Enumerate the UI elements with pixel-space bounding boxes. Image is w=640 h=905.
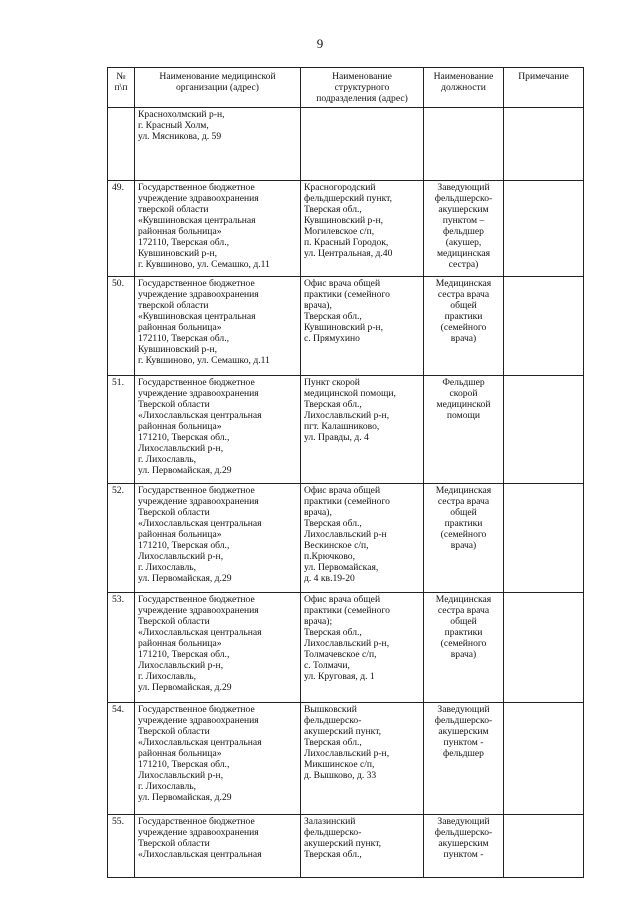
row-dept: Красногородский фельдшерский пункт, Тверская обл., Кувшиновский р-н, Могилевское с/п, п. Красный Городок, ул. Центральная, д.40 xyxy=(301,181,424,277)
header-position: Наименование должности xyxy=(424,68,504,108)
row-dept: Офис врача общей практики (семейного врача), Тверская обл., Лихославльский р-н Вескинское с/п, п.Крючково, ул. Первомайская, д. 4 кв.19-20 xyxy=(301,484,424,593)
row-position xyxy=(424,108,504,181)
row-position: Фельдшер скорой медицинской помощи xyxy=(424,376,504,484)
row-num xyxy=(108,108,135,181)
header-note: Примечание xyxy=(504,68,584,108)
row-dept: Пункт скорой медицинской помощи, Тверская обл., Лихославльский р-н, пгт. Калашниково, ул. Правды, д. 4 xyxy=(301,376,424,484)
table-row xyxy=(108,108,584,181)
table-row xyxy=(108,593,584,703)
row-note xyxy=(504,703,584,815)
table-row xyxy=(108,376,584,484)
header-org: Наименование медицинской организации (адрес) xyxy=(135,68,301,108)
row-org: Государственное бюджетное учреждение здравоохранения Тверской области «Лихославльская центральная районная больница» 171210, Тверская обл., Лихославльский р-н, г. Лихославль, ул. Первомайская, д.29 xyxy=(135,703,301,815)
row-note xyxy=(504,277,584,376)
row-position: Заведующий фельдшерско- акушерским пунктом - xyxy=(424,815,504,878)
row-dept: Офис врача общей практики (семейного врача); Тверская обл., Лихославльский р-н, Толмачевское с/п, с. Толмачи, ул. Круговая, д. 1 xyxy=(301,593,424,703)
row-org: Государственное бюджетное учреждение здравоохранения Тверской области «Лихославльская центральная районная больница» 171210, Тверская обл., Лихославльский р-н, г. Лихославль, ул. Первомайская, д.29 xyxy=(135,593,301,703)
header-dept: Наименование структурного подразделения (адрес) xyxy=(301,68,424,108)
row-num: 52. xyxy=(108,484,135,593)
row-dept xyxy=(301,108,424,181)
table-row xyxy=(108,277,584,376)
row-note xyxy=(504,484,584,593)
row-org: Государственное бюджетное учреждение здравоохранения Тверской области «Лихославльская центральная районная больница» 171210, Тверская обл., Лихославльский р-н, г. Лихославль, ул. Первомайская, д.29 xyxy=(135,376,301,484)
row-num: 53. xyxy=(108,593,135,703)
row-org: Государственное бюджетное учреждение здравоохранения тверской области «Кувшиновская центральная районная больница» 172110, Тверская обл., Кувшиновский р-н, г. Кувшиново, ул. Семашко, д.11 xyxy=(135,181,301,277)
row-note xyxy=(504,593,584,703)
row-num: 51. xyxy=(108,376,135,484)
row-dept: Залазинский фельдшерско- акушерский пункт, Тверская обл., xyxy=(301,815,424,878)
row-dept: Офис врача общей практики (семейного врача), Тверская обл., Кувшиновский р-н, с. Прямухино xyxy=(301,277,424,376)
table-row xyxy=(108,815,584,878)
row-note xyxy=(504,815,584,878)
header-num: № п\п xyxy=(108,68,135,108)
row-position: Заведующий фельдшерско- акушерским пунктом - фельдшер xyxy=(424,703,504,815)
row-position: Медицинская сестра врача общей практики (семейного врача) xyxy=(424,593,504,703)
row-note xyxy=(504,181,584,277)
row-org: Краснохолмский р-н, г. Красный Холм, ул. Мясникова, д. 59 xyxy=(135,108,301,181)
row-org: Государственное бюджетное учреждение здравоохранения тверской области «Кувшиновская центральная районная больница» 172110, Тверская обл., Кувшиновский р-н, г. Кувшиново, ул. Семашко, д.11 xyxy=(135,277,301,376)
row-position: Медицинская сестра врача общей практики (семейного врача) xyxy=(424,277,504,376)
medical-organizations-table xyxy=(107,67,584,878)
page-number: 9 xyxy=(316,36,324,51)
row-position: Медицинская сестра врача общей практики (семейного врача) xyxy=(424,484,504,593)
table-row xyxy=(108,484,584,593)
table-row xyxy=(108,703,584,815)
row-position: Заведующий фельдшерско- акушерским пунктом – фельдшер (акушер, медицинская сестра) xyxy=(424,181,504,277)
row-num: 49. xyxy=(108,181,135,277)
row-num: 54. xyxy=(108,703,135,815)
row-note xyxy=(504,376,584,484)
row-num: 55. xyxy=(108,815,135,878)
row-num: 50. xyxy=(108,277,135,376)
row-org: Государственное бюджетное учреждение здравоохранения Тверской области «Лихославльская центральная xyxy=(135,815,301,878)
row-dept: Вышковский фельдшерско- акушерский пункт, Тверская обл., Лихославльский р-н, Микшинское с/п, д. Вышково, д. 33 xyxy=(301,703,424,815)
row-note xyxy=(504,108,584,181)
row-org: Государственное бюджетное учреждение здравоохранения Тверской области «Лихославльская центральная районная больница» 171210, Тверская обл., Лихославльский р-н, г. Лихославль, ул. Первомайская, д.29 xyxy=(135,484,301,593)
table-header-row xyxy=(108,68,584,108)
table-row xyxy=(108,181,584,277)
